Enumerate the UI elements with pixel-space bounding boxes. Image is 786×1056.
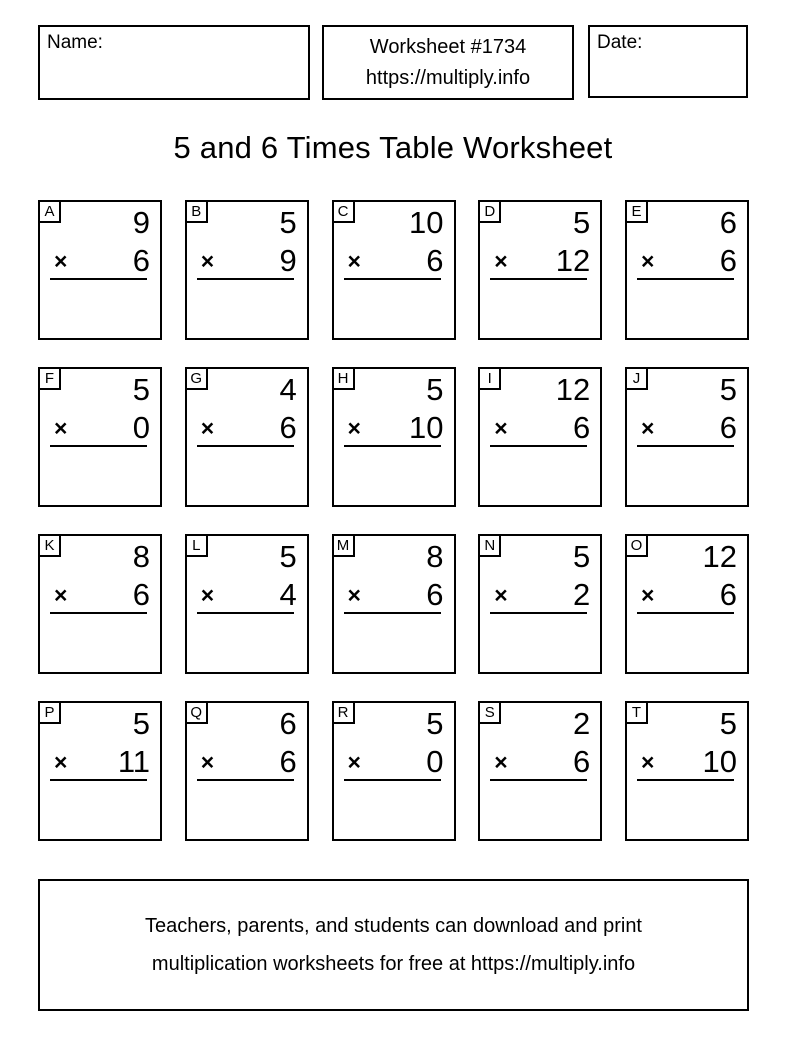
multiplier-row [627, 745, 747, 779]
multiplier: 6 [573, 410, 591, 445]
multiplicand: 10 [409, 205, 444, 240]
problem-cell [185, 534, 309, 674]
multiplier-row [187, 578, 307, 612]
problem-cell [478, 701, 602, 841]
answer-space [187, 781, 307, 839]
multiplier-row [627, 244, 747, 278]
answer-space [40, 447, 160, 505]
multiply-icon: × [494, 414, 508, 441]
worksheet-info-box [322, 25, 574, 100]
multiplier: 10 [409, 410, 444, 445]
multiplier-row [187, 411, 307, 445]
problem-letter-badge: A [40, 202, 61, 223]
date-field-box [588, 25, 748, 98]
multiplicand: 6 [279, 706, 297, 741]
answer-space [334, 781, 454, 839]
problem-letter-badge: E [627, 202, 648, 223]
answer-space [40, 781, 160, 839]
footer-note-box [38, 879, 749, 1011]
multiplicand: 5 [719, 372, 737, 407]
multiplicand: 6 [719, 205, 737, 240]
answer-space [480, 447, 600, 505]
problem-letter-badge: T [627, 703, 648, 724]
problem-letter-badge: P [40, 703, 61, 724]
problem-letter-badge: M [334, 536, 355, 557]
multiply-icon: × [54, 748, 68, 775]
multiplicand: 9 [132, 205, 150, 240]
answer-space [334, 614, 454, 672]
multiply-icon: × [641, 414, 655, 441]
date-label: Date: [597, 32, 643, 53]
problem-cell [625, 534, 749, 674]
multiplier: 4 [279, 577, 297, 612]
multiplicand: 5 [573, 539, 591, 574]
multiply-icon: × [494, 748, 508, 775]
multiplier-row [40, 411, 160, 445]
problem-letter-badge: R [334, 703, 355, 724]
multiplier-row [40, 578, 160, 612]
problem-cell [332, 200, 456, 340]
multiplier-row [40, 745, 160, 779]
multiplier-row [627, 578, 747, 612]
multiplicand: 5 [573, 205, 591, 240]
problem-cell [478, 200, 602, 340]
multiply-icon: × [54, 581, 68, 608]
multiplicand: 5 [132, 372, 150, 407]
multiplier-row [480, 411, 600, 445]
multiplier: 11 [117, 744, 150, 779]
problem-letter-badge: J [627, 369, 648, 390]
multiplier: 10 [702, 744, 737, 779]
multiply-icon: × [54, 247, 68, 274]
problem-letter-badge: S [480, 703, 501, 724]
multiplier: 6 [426, 577, 444, 612]
answer-space [480, 614, 600, 672]
multiplier: 12 [555, 243, 591, 278]
name-field-box [38, 25, 310, 100]
problem-cell [38, 200, 162, 340]
answer-space [334, 280, 454, 338]
problem-letter-badge: G [187, 369, 208, 390]
problem-cell [478, 534, 602, 674]
answer-space [480, 781, 600, 839]
answer-space [334, 447, 454, 505]
multiplicand: 5 [279, 205, 297, 240]
problem-letter-badge: L [187, 536, 208, 557]
multiplier-row [187, 745, 307, 779]
problem-letter-badge: F [40, 369, 61, 390]
multiplier-row [40, 244, 160, 278]
multiplicand: 8 [132, 539, 150, 574]
problem-letter-badge: D [480, 202, 501, 223]
answer-space [480, 280, 600, 338]
multiply-icon: × [641, 247, 655, 274]
footer-line-2: multiplication worksheets for free at https://multiply.info [151, 953, 636, 975]
footer-line-1: Teachers, parents, and students can download and print [145, 915, 642, 937]
multiply-icon: × [200, 748, 215, 775]
multiply-icon: × [347, 247, 361, 274]
multiplier-row [480, 244, 600, 278]
multiply-icon: × [200, 414, 215, 441]
multiplier: 6 [719, 410, 737, 445]
multiplicand: 4 [279, 372, 297, 407]
problem-cell [625, 200, 749, 340]
multiply-icon: × [347, 581, 361, 608]
multiplier: 6 [132, 243, 150, 278]
multiplier: 6 [426, 243, 444, 278]
multiplier: 0 [426, 744, 444, 779]
multiplicand: 8 [426, 539, 444, 574]
multiplicand: 12 [702, 539, 737, 574]
multiplier-row [334, 244, 454, 278]
multiplier-row [627, 411, 747, 445]
name-label: Name: [47, 32, 103, 53]
multiplier: 2 [573, 577, 591, 612]
multiply-icon: × [54, 414, 68, 441]
problem-cell [38, 367, 162, 507]
multiply-icon: × [641, 581, 655, 608]
worksheet-url: https://multiply.info [365, 66, 531, 89]
multiply-icon: × [200, 247, 215, 274]
answer-space [187, 280, 307, 338]
multiplier: 6 [132, 577, 150, 612]
multiplier: 6 [279, 744, 297, 779]
answer-space [187, 447, 307, 505]
multiplier: 0 [132, 410, 150, 445]
problem-cell [332, 367, 456, 507]
multiplicand: 2 [573, 706, 591, 741]
problem-cell [185, 367, 309, 507]
page-title: 5 and 6 Times Table Worksheet [173, 130, 613, 165]
answer-space [40, 280, 160, 338]
multiplier: 9 [279, 243, 297, 278]
problem-letter-badge: N [480, 536, 501, 557]
answer-space [40, 614, 160, 672]
multiplicand: 5 [132, 706, 150, 741]
problem-cell [332, 534, 456, 674]
problem-letter-badge: K [40, 536, 61, 557]
problem-letter-badge: O [627, 536, 648, 557]
multiply-icon: × [347, 748, 361, 775]
multiply-icon: × [494, 247, 508, 274]
problem-cell [185, 200, 309, 340]
answer-space [627, 280, 747, 338]
answer-space [627, 614, 747, 672]
problem-letter-badge: Q [187, 703, 208, 724]
multiply-icon: × [200, 581, 215, 608]
multiplier-row [334, 411, 454, 445]
problem-letter-badge: I [480, 369, 501, 390]
multiplicand: 5 [719, 706, 737, 741]
problem-cell [478, 367, 602, 507]
multiplier: 6 [573, 744, 591, 779]
problem-cell [625, 367, 749, 507]
multiplicand: 5 [426, 706, 444, 741]
problem-letter-badge: C [334, 202, 355, 223]
multiplicand: 12 [555, 372, 591, 407]
multiplier-row [480, 578, 600, 612]
multiply-icon: × [641, 748, 655, 775]
multiply-icon: × [494, 581, 508, 608]
problem-letter-badge: H [334, 369, 355, 390]
multiplier: 6 [279, 410, 297, 445]
worksheet-number: Worksheet #1734 [369, 35, 527, 58]
problem-letter-badge: B [187, 202, 208, 223]
problem-cell [185, 701, 309, 841]
answer-space [187, 614, 307, 672]
multiply-icon: × [347, 414, 361, 441]
problem-cell [38, 534, 162, 674]
multiplier-row [480, 745, 600, 779]
multiplier-row [187, 244, 307, 278]
multiplicand: 5 [279, 539, 297, 574]
problem-cell [38, 701, 162, 841]
multiplier-row [334, 745, 454, 779]
multiplicand: 5 [426, 372, 444, 407]
problems-grid [38, 200, 749, 841]
problem-cell [625, 701, 749, 841]
answer-space [627, 781, 747, 839]
answer-space [627, 447, 747, 505]
multiplier: 6 [719, 243, 737, 278]
multiplier: 6 [719, 577, 737, 612]
problem-cell [332, 701, 456, 841]
multiplier-row [334, 578, 454, 612]
